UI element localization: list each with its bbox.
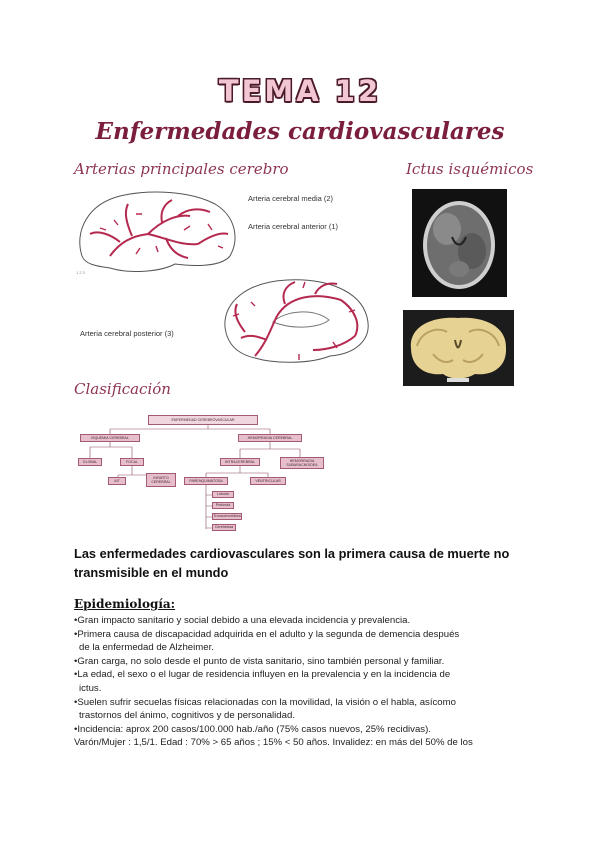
label-media: Arteria cerebral media (2) [248, 194, 334, 203]
label-posterior: Arteria cerebral posterior (3) [80, 329, 174, 338]
tree-leaf: Troncoencefálica [213, 514, 241, 519]
brain-lateral-illustration [70, 186, 245, 281]
brain-medial-illustration [215, 272, 375, 370]
tema-title: TEMA 12 [218, 74, 382, 108]
bullet-line: Varón/Mujer : 1,5/1. Edad : 70% > 65 años ; 15% < 50 años. Invalidez: en más del 50% de los [74, 737, 473, 749]
bullet-line: •Gran carga, no solo desde el punto de vista sanitario, sino también personal y familiar. [74, 655, 445, 667]
tree-ait: AIT [108, 477, 126, 485]
bullet-line: •Incidencia: aprox 200 casos/100.000 hab./año (75% casos nuevos, 25% recidivas). [74, 723, 431, 735]
tree-parenquimatosa: PARENQUIMATOSA [184, 477, 228, 485]
svg-text:1 2 3: 1 2 3 [76, 270, 85, 275]
tree-global: GLOBAL [78, 458, 102, 466]
bullet-line: •Suelen sufrir secuelas físicas relacionadas con la movilidad, la visión o el habla, asícomo [74, 696, 456, 708]
tree-leaf: Profunda [212, 502, 234, 509]
bullet-line: de la enfermedad de Alzheimer. [79, 642, 214, 654]
epidemiologia-heading: Epidemiología: [74, 597, 176, 611]
tree-root: ENFERMEDAD CEREBROVASCULAR [148, 415, 258, 425]
tree-leaf: Lobular [212, 491, 234, 498]
tree-isquemia: ISQUEMIA CEREBRAL [80, 434, 140, 442]
tree-infarto: INFARTO CEREBRAL [146, 473, 176, 487]
bullet-line: ictus. [79, 682, 102, 694]
epidemiologia-list [74, 614, 534, 750]
bullet-line: •Gran impacto sanitario y social debido a una elevada incidencia y prevalencia. [74, 615, 411, 626]
section-clasificacion: Clasificación [74, 380, 171, 398]
classification-tree [70, 405, 340, 535]
lead-statement: Las enfermedades cardiovasculares son la primera causa de muerte no transmisible en el mundo [74, 546, 510, 580]
brain-section-photo [403, 310, 514, 386]
tree-hemorragia: HEMORRAGIA CEREBRAL [238, 434, 302, 442]
bullet-line: •Primera causa de discapacidad adquirida en el adulto y la segunda de demencia después [74, 628, 460, 640]
tree-ventricular: VENTRICULAR [250, 477, 286, 485]
section-arterias: Arterias principales cerebro [74, 160, 289, 178]
tree-intracerebral: INTRACEREBRAL [220, 458, 260, 466]
section-ictus: Ictus isquémicos [406, 160, 534, 178]
ct-scan-image [412, 189, 507, 297]
bullet-line: trastornos del ánimo, cognitivos y de personalidad. [79, 710, 295, 722]
label-anterior: Arteria cerebral anterior (1) [248, 222, 339, 231]
tree-focal: FOCAL [120, 458, 144, 466]
page-title: Enfermedades cardiovasculares [95, 118, 505, 145]
tree-leaf: Cerebelosa [212, 524, 236, 531]
bullet-line: •La edad, el sexo o el lugar de residencia influyen en la prevalencia y en la incidencia de [74, 669, 451, 681]
tree-hemorragia-sub: HEMORRAGIA SUBARACNOIDEA [280, 457, 324, 469]
